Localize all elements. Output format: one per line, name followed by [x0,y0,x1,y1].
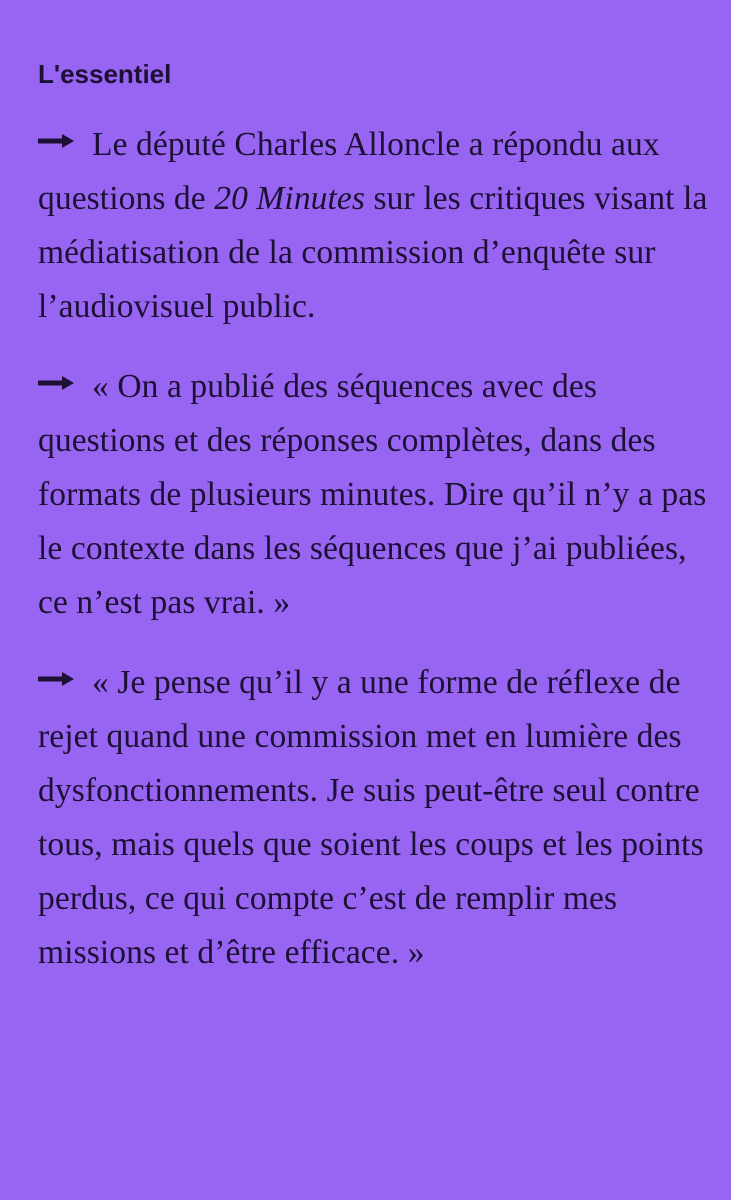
bullet-text: sur les critiques visant la médiatisation de la commission d’enquête sur l’audiovisuel public. [38,180,708,325]
arrow-right-icon [38,376,74,390]
bullet-item [38,656,718,980]
bullet-item [38,118,718,334]
section-heading: L'essentiel [38,59,172,89]
bullet-text: « Je pense qu’il y a une forme de réflexe de rejet quand une commission met en lumière des dysfonctionnements. Je suis peut-être seul contre tous, mais quels que soient les coups et les points perdus, ce qui compte c’est de remplir mes missions et d’être efficace. » [38,664,704,971]
arrow-right-icon [38,134,74,148]
bullet-text: « On a publié des séquences avec des questions et des réponses complètes, dans des formats de plusieurs minutes. Dire qu’il n’y a pas le contexte dans les séquences que j’ai publiées, ce n’est pas vrai. » [38,368,707,621]
bullet-item [38,360,718,630]
publication-name: 20 Minutes [214,180,366,217]
arrow-right-icon [38,672,74,686]
essentiel-box [38,52,718,1006]
bullet-text: Le député Charles Allonclе a répondu aux questions de [38,126,660,217]
